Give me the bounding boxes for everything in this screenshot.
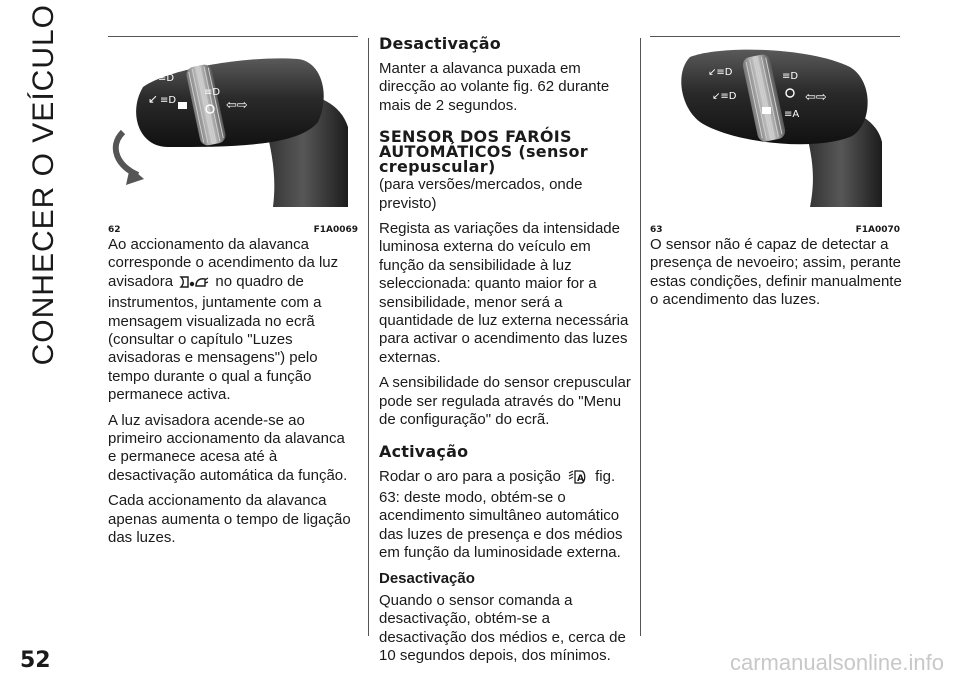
paragraph-text: fig. 63: deste modo, obtém-se o acendimento simultâneo automático das luzes de presença e dos médios em função da luminosidade externa. (379, 467, 623, 562)
svg-text:↙: ↙ (146, 70, 157, 84)
svg-text:≡D: ≡D (160, 95, 177, 106)
page-number: 52 (20, 648, 51, 673)
figure-code: F1A0070 (855, 225, 900, 235)
figure-number: 63 (650, 225, 663, 235)
paragraph-text: Ao accionamento da alavanca corresponde o acendimento da luz avisadora (108, 236, 339, 290)
light-stalk-illustration (108, 37, 358, 217)
paragraph: Cada accionamento da alavanca apenas aumenta o tempo de ligação das luzes. (108, 492, 351, 547)
text-column-2 (379, 36, 633, 673)
paragraph: Quando o sensor comanda a desactivação, obtém-se a desactivação dos médios e, cerca de 10 segundos depois, dos mínimos. (379, 591, 626, 665)
paragraph: A sensibilidade do sensor crepuscular pode ser regulada através do "Menu de configuração" do ecrã. (379, 374, 631, 429)
svg-text:A: A (576, 473, 584, 484)
paragraph: Regista as variações da intensidade luminosa externa do veículo em função da sensibilidade à luz seleccionada: quanto maior for a sensibilidade, menor será a quantidade de luz externa necessária para activar o acendimento das luzes externas. (379, 220, 629, 366)
figure-63 (650, 36, 900, 235)
paragraph: Manter a alavanca puxada em direcção ao volante fig. 62 durante mais de 2 segundos. (379, 60, 610, 114)
svg-text:≡D: ≡D (782, 71, 799, 82)
paragraph-text: Rodar o aro para a posição (379, 467, 561, 485)
subheading-desactivacao: Desactivação (379, 569, 475, 587)
paragraph (379, 468, 633, 563)
paragraph: A luz avisadora acende-se ao primeiro accionamento da alavanca e permanece acesa até à desactivação automática da função. (108, 411, 348, 484)
auto-light-sensor-icon (567, 470, 589, 489)
column-divider (368, 38, 369, 636)
chapter-title: CONHECER O VEÍCULO (27, 4, 60, 366)
follow-me-home-lights-icon (179, 275, 209, 294)
text-column-1 (108, 236, 356, 555)
svg-text:↙≡D: ↙≡D (712, 91, 737, 102)
svg-text:↙: ↙ (148, 92, 159, 106)
paragraph-text: no quadro de instrumentos, juntamente com a mensagem visualizada no ecrã (consultar o capítulo "Luzes avisadoras e mensagens") pelo tempo durante o qual a função permanece activa. (108, 272, 322, 404)
svg-text:⇦⇨: ⇦⇨ (805, 90, 827, 105)
column-divider (640, 38, 641, 636)
heading-desactivacao: Desactivação (379, 34, 501, 53)
svg-text:↙≡D: ↙≡D (708, 67, 733, 78)
svg-text:≡D: ≡D (204, 87, 221, 98)
figure-number: 62 (108, 225, 121, 235)
watermark: carmanualsonline.info (729, 650, 944, 675)
svg-text:⇦⇨: ⇦⇨ (226, 98, 248, 113)
section-note: (para versões/mercados, onde previsto) (379, 176, 583, 212)
svg-text:≡D: ≡D (158, 73, 175, 84)
heading-activacao: Activação (379, 441, 469, 461)
figure-code: F1A0069 (313, 225, 358, 235)
paragraph: O sensor não é capaz de detectar a presença de nevoeiro; assim, perante estas condições, definir manualmente o acendimento das luzes. (650, 236, 902, 309)
figure-62 (108, 36, 358, 235)
svg-text:≡A: ≡A (784, 109, 800, 120)
text-column-3 (650, 236, 902, 317)
paragraph (108, 236, 356, 405)
chapter-sidebar (14, 4, 74, 366)
light-stalk-ring-illustration (650, 37, 900, 217)
section-heading-sensor: SENSOR DOS FARÓIS AUTOMÁTICOS (sensor crepuscular) (379, 127, 588, 177)
